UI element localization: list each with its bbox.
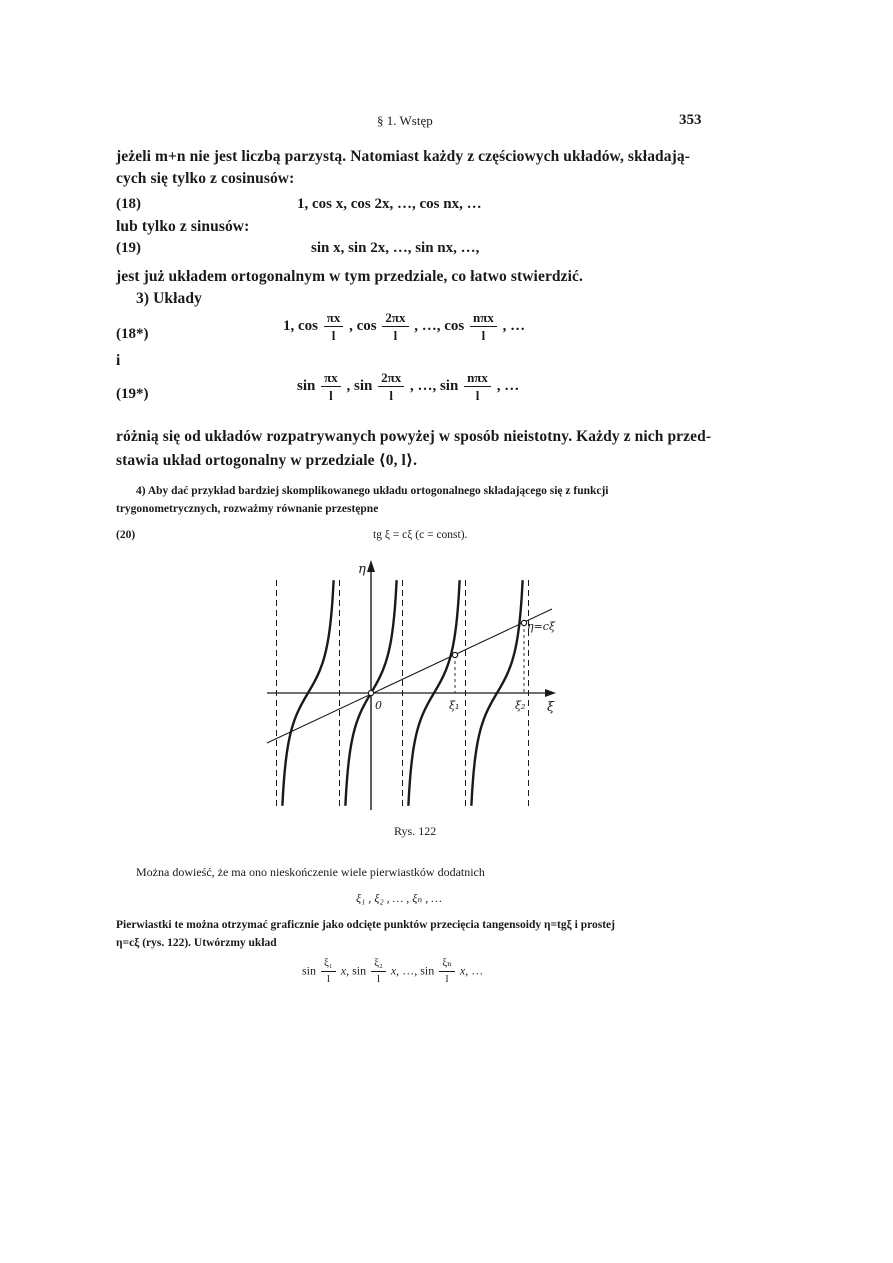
equation: tg ξ = cξ (c = const).	[373, 529, 468, 541]
equation: 1, cos $\frac{\pi x}{l}$ , cos $\frac{2\pi x}{l}$ , …, cos $\frac{\text{nπx}}{l}$ , …	[283, 310, 526, 343]
running-header: § 1. Wstęp	[377, 113, 433, 128]
equation: sin x, sin 2x, …, sin nx, …,	[311, 240, 480, 256]
equation-label: (20)	[116, 529, 136, 541]
equation-label: (19*)	[116, 386, 149, 402]
x-axis-arrow	[545, 689, 556, 697]
paragraph-line: różnią się od układów rozpatrywanych powyżej w sposób nieistotny. Każdy z nich przed-	[116, 428, 712, 445]
small-paragraph-line: η=cξ (rys. 122). Utwórzmy układ	[116, 937, 277, 949]
y-axis-arrow	[367, 560, 375, 572]
small-paragraph-line: Pierwiastki te można otrzymać graficznie jako odcięte punktów przecięcia tangensoidy η=tgξ i prostej	[116, 919, 615, 931]
small-paragraph-line: 4) Aby dać przykład bardziej skomplikowanego układu ortogonalnego składającego się z funkcji	[136, 485, 609, 497]
small-paragraph-line: Można dowieść, że ma ono nieskończenie wiele pierwiastków dodatnich	[136, 865, 485, 879]
fraction: $\frac{2\pi x}{l}$	[382, 311, 408, 342]
figure-caption: Rys. 122	[394, 824, 437, 838]
line-label: η=cξ	[527, 620, 556, 633]
small-paragraph-line: trygonometrycznych, rozważmy równanie przestępne	[116, 503, 379, 515]
paragraph-line: jest już układem ortogonalnym w tym przedziale, co łatwo stwierdzić.	[116, 268, 583, 285]
origin-label: 0	[375, 699, 382, 712]
paragraph-line: jeżeli m+n nie jest liczbą parzystą. Natomiast każdy z częściowych układów, składają-	[116, 148, 690, 165]
fraction: $\frac{\text{nπx}}{l}$	[464, 371, 491, 402]
xi2-label: ξ₂	[515, 699, 526, 712]
fraction: $\frac{2\pi x}{l}$	[378, 371, 404, 402]
roots-list: ξ₁ , ξ₂ , … , ξₙ , …	[356, 891, 442, 905]
fraction: $\frac{\pi x}{l}$	[324, 311, 344, 342]
fraction: $\frac{\text{ξ₁}}{l}$	[321, 958, 336, 985]
xi1-label: ξ₁	[449, 699, 460, 712]
fraction: $\frac{\text{nπx}}{l}$	[470, 311, 497, 342]
x-axis-label: ξ	[547, 700, 555, 715]
equation-label: (18*)	[116, 326, 149, 342]
paragraph-line: cych się tylko z cosinusów:	[116, 170, 295, 187]
page-number: 353	[679, 112, 702, 128]
line-eta-c-xi	[267, 609, 552, 743]
tangent-plot	[262, 558, 562, 813]
paragraph-line: stawia układ ortogonalny w przedziale ⟨0, l⟩.	[116, 452, 418, 469]
equation: sin $\frac{\pi x}{l}$ , sin $\frac{2\pi x}{l}$ , …, sin $\frac{\text{nπx}}{l}$ , …	[297, 370, 520, 403]
list-item-heading: 3) Układy	[136, 290, 202, 307]
fraction: $\frac{\text{ξₙ}}{l}$	[439, 958, 455, 985]
equation: 1, cos x, cos 2x, …, cos nx, …	[297, 196, 482, 212]
equation-label: (18)	[116, 196, 141, 212]
fraction: $\frac{\pi x}{l}$	[321, 371, 341, 402]
intersection-point	[452, 652, 457, 657]
intersection-point	[521, 620, 526, 625]
paragraph-line: lub tylko z sinusów:	[116, 218, 250, 235]
fraction: $\frac{\text{ξ₂}}{l}$	[371, 958, 386, 985]
conjunction: i	[116, 352, 121, 369]
equation: sin $\frac{\text{ξ₁}}{l}$ x, sin $\frac{\text{ξ₂}}{l}$ x, …, sin $\frac{\text{ξₙ}}{l}$ x, …	[302, 957, 484, 985]
intersection-point	[368, 690, 373, 695]
y-axis-label: η	[358, 562, 366, 577]
equation-label: (19)	[116, 240, 141, 256]
